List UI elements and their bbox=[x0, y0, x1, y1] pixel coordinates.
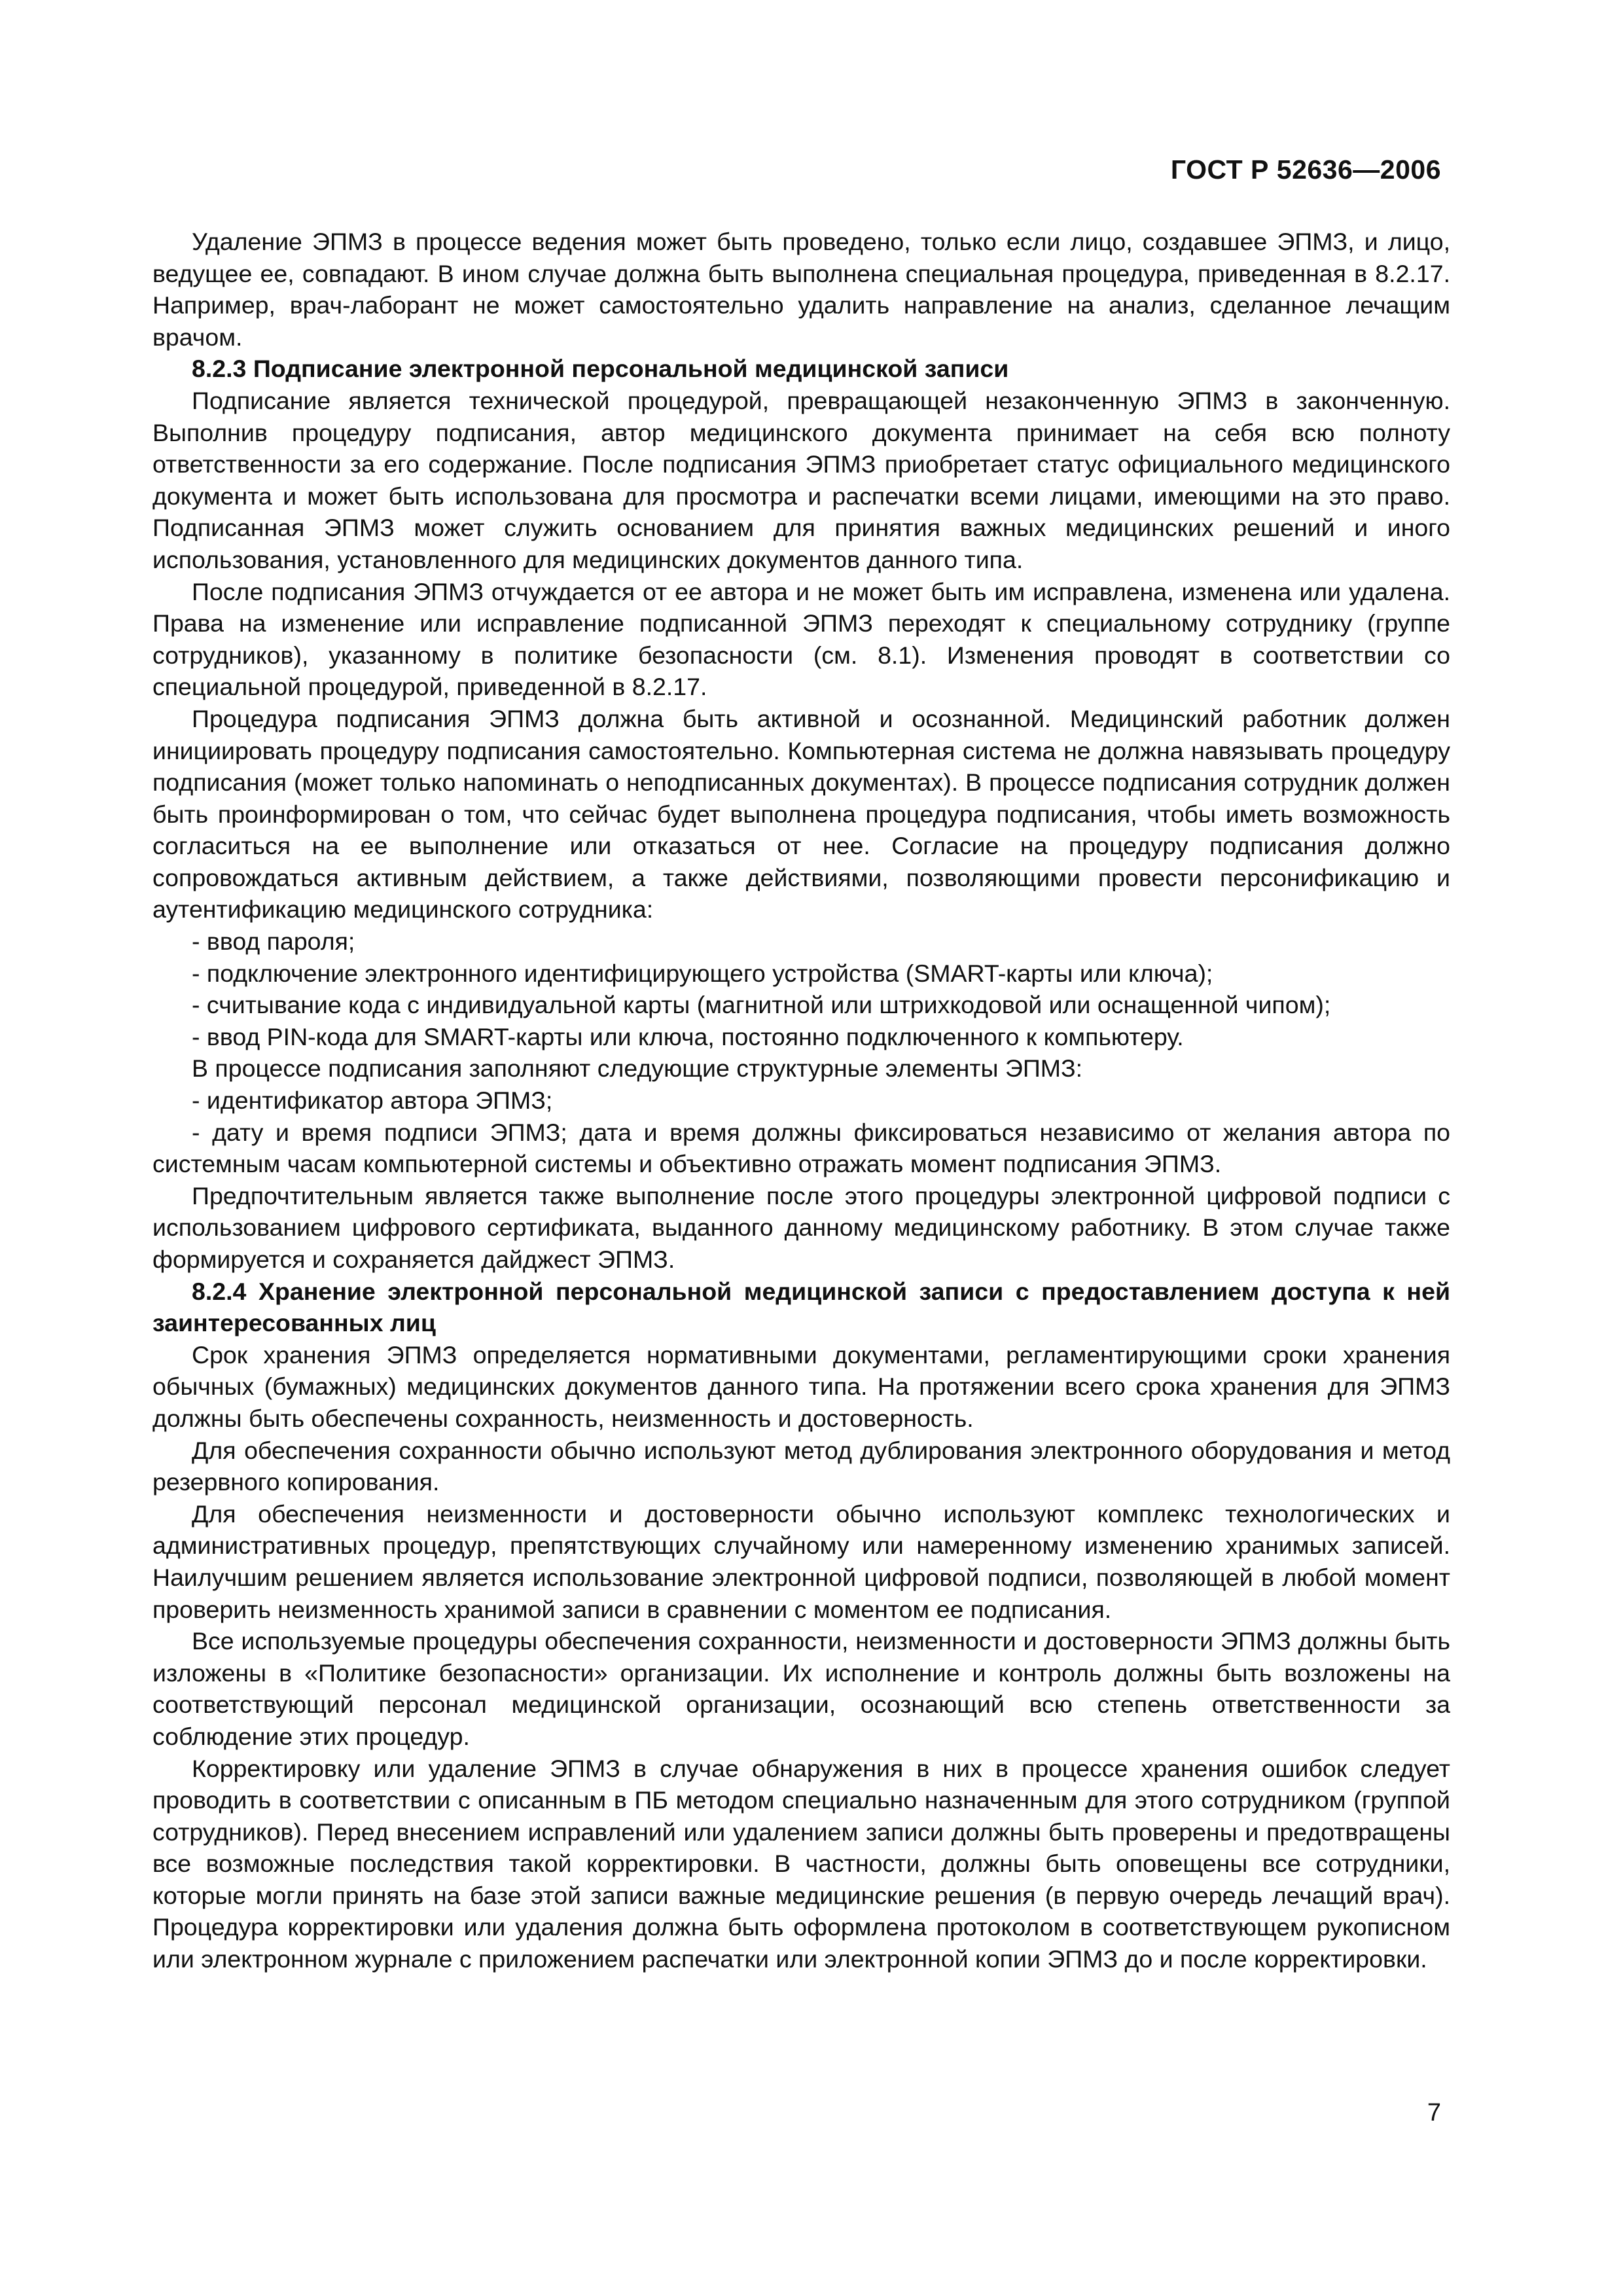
paragraph: Процедура подписания ЭПМЗ должна быть активной и осознанной. Медицинский работник должен инициировать процедуру подписания самостоятельно. Компьютерная система не должна навязывать процедуру подписания (может только напоминать о неподписанных документах). В процессе подписания сотрудник должен быть проинформирован о том, что сейчас будет выполнена процедура подписания, чтобы иметь возможность согласиться на ее выполнение или отказаться от нее. Согласие на процедуру подписания должно сопровождаться активным действием, а также действиями, позволяющими провести персонификацию и аутентификацию медицинского сотрудника: bbox=[152, 704, 1450, 924]
paragraph: В процессе подписания заполняют следующие структурные элементы ЭПМЗ: bbox=[192, 1054, 1083, 1083]
paragraph: Удаление ЭПМЗ в процессе ведения может быть проведено, только если лицо, создавшее ЭПМЗ, и лицо, ведущее ее, совпадают. В ином случае должна быть выполнена специальная процедура, приведенная в 8.2.17. Например, врач-лаборант не может самостоятельно удалить направление на анализ, сделанное лечащим врачом. bbox=[152, 228, 1450, 351]
list-item: - подключение электронного идентифицирующего устройства (SMART-карты или ключа); bbox=[192, 959, 1213, 987]
document-code-header: ГОСТ Р 52636—2006 bbox=[1170, 154, 1441, 185]
list-item: - идентификатор автора ЭПМЗ; bbox=[192, 1086, 553, 1115]
paragraph: Все используемые процедуры обеспечения сохранности, неизменности и достоверности ЭПМЗ должны быть изложены в «Политике безопасности» организации. Их исполнение и контроль должны быть возложены на соответствующий персонал медицинской организации, осознающий всю степень ответственности за соблюдение этих процедур. bbox=[152, 1627, 1450, 1750]
list-item: - ввод PIN-кода для SMART-карты или ключа, постоянно подключенного к компьютеру. bbox=[192, 1022, 1184, 1050]
paragraph: Подписание является технической процедурой, превращающей незаконченную ЭПМЗ в законченную. Выполнив процедуру подписания, автор медицинского документа принимает на себя всю полноту ответственности за его содержание. После подписания ЭПМЗ приобретает статус официального медицинского документа и может быть использована для просмотра и распечатки всеми лицами, имеющими на это право. Подписанная ЭПМЗ может служить основанием для принятия важных медицинских решений и иного использования, установленного для медицинских документов данного типа. bbox=[152, 386, 1450, 573]
paragraph: Для обеспечения сохранности обычно используют метод дублирования электронного оборудования и метод резервного копирования. bbox=[152, 1436, 1450, 1496]
paragraph: Срок хранения ЭПМЗ определяется нормативными документами, регламентирующими сроки хранения обычных (бумажных) медицинских документов данного типа. На протяжении всего срока хранения для ЭПМЗ должны быть обеспечены сохранность, неизменность и достоверность. bbox=[152, 1340, 1450, 1432]
list-item: - дату и время подписи ЭПМЗ; дата и время должны фиксироваться независимо от желания автора по системным часам компьютерной системы и объективно отражать момент подписания ЭПМЗ. bbox=[152, 1118, 1450, 1178]
document-body bbox=[152, 226, 1450, 1975]
paragraph: Предпочтительным является также выполнение после этого процедуры электронной цифровой подписи с использованием цифрового сертификата, выданного данному медицинскому работнику. В этом случае также формируется и сохраняется дайджест ЭПМЗ. bbox=[152, 1181, 1450, 1273]
section-heading-8-2-3: 8.2.3 Подписание электронной персональной медицинской записи bbox=[192, 355, 1009, 383]
paragraph: Корректировку или удаление ЭПМЗ в случае обнаружения в них в процессе хранения ошибок следует проводить в соответствии с описанным в ПБ методом специально назначенным для этого сотрудником (группой сотрудников). Перед внесением исправлений или удалением записи должны быть проверены и предотвращены все возможные последствия такой корректировки. В частности, должны быть оповещены все сотрудники, которые могли принять на базе этой записи важные медицинские решения (в первую очередь лечащий врач). Процедура корректировки или удаления должна быть оформлена протоколом в соответствующем рукописном или электронном журнале с приложением распечатки или электронной копии ЭПМЗ до и после корректировки. bbox=[152, 1754, 1450, 1973]
paragraph: После подписания ЭПМЗ отчуждается от ее автора и не может быть им исправлена, изменена или удалена. Права на изменение или исправление подписанной ЭПМЗ переходят к специальному сотруднику (группе сотрудников), указанному в политике безопасности (см. 8.1). Изменения проводят в соответствии со специальной процедурой, приведенной в 8.2.17. bbox=[152, 577, 1450, 701]
list-item: - ввод пароля; bbox=[192, 927, 355, 956]
page-number: 7 bbox=[1427, 2099, 1441, 2126]
paragraph: Для обеспечения неизменности и достоверности обычно используют комплекс технологических и административных процедур, препятствующих случайному или намеренному изменению хранимых записей. Наилучшим решением является использование электронной цифровой подписи, позволяющей в любой момент проверить неизменность хранимой записи в сравнении с моментом ее подписания. bbox=[152, 1499, 1450, 1623]
section-heading-8-2-4: 8.2.4 Хранение электронной персональной медицинской записи с предоставлением доступа к ней заинтересованных лиц bbox=[152, 1277, 1450, 1337]
list-item: - считывание кода с индивидуальной карты (магнитной или штрихкодовой или оснащенной чипом); bbox=[192, 991, 1331, 1019]
